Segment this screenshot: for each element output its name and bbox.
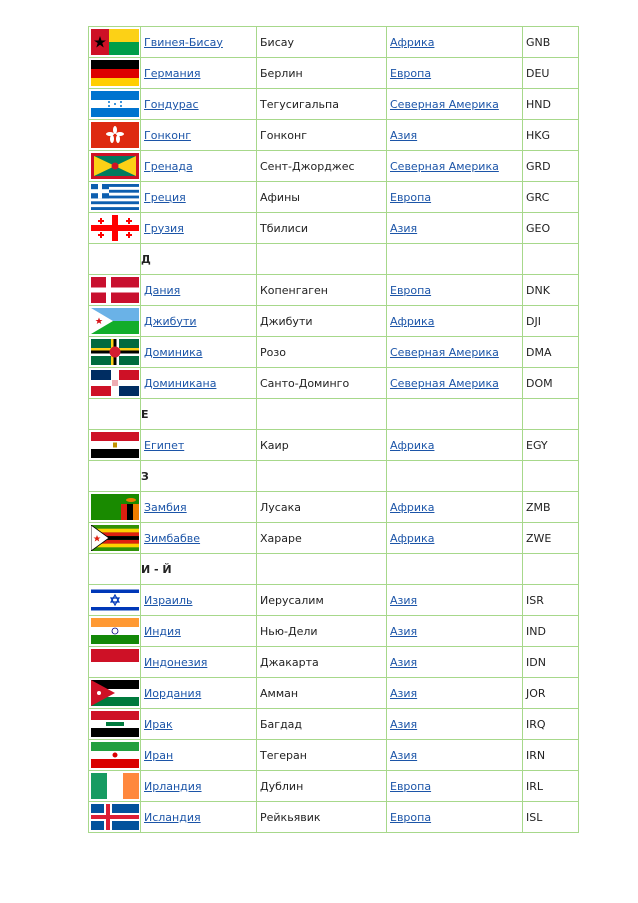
country-name-cell <box>141 151 257 182</box>
table-row <box>89 27 579 58</box>
continent-cell <box>387 27 523 58</box>
capital-cell: Рейкьявик <box>257 802 387 833</box>
country-link[interactable]: Гренада <box>144 159 193 173</box>
flag-cell <box>89 306 141 337</box>
flag-grd-icon <box>91 153 139 179</box>
table-row <box>89 678 579 709</box>
continent-link[interactable]: Европа <box>390 190 432 204</box>
iso-code-cell: GEO <box>523 213 579 244</box>
country-name-cell <box>141 678 257 709</box>
table-row <box>89 709 579 740</box>
country-link[interactable]: Зимбабве <box>144 531 201 545</box>
country-link[interactable]: Ирак <box>144 717 173 731</box>
country-link[interactable]: Замбия <box>144 500 187 514</box>
continent-cell <box>387 585 523 616</box>
capital-cell: Бисау <box>257 27 387 58</box>
continent-link[interactable]: Африка <box>390 438 435 452</box>
flag-cell <box>89 27 141 58</box>
flag-cell <box>89 585 141 616</box>
country-link[interactable]: Иран <box>144 748 174 762</box>
iso-code-cell: JOR <box>523 678 579 709</box>
flag-cell <box>89 151 141 182</box>
section-letter: Д <box>141 244 257 275</box>
table-row <box>89 368 579 399</box>
iso-code-cell: DMA <box>523 337 579 368</box>
table-row <box>89 740 579 771</box>
empty-cell <box>257 244 387 275</box>
country-name-cell <box>141 616 257 647</box>
empty-cell <box>387 244 523 275</box>
iso-code-cell: GNB <box>523 27 579 58</box>
table-row <box>89 89 579 120</box>
empty-cell <box>257 461 387 492</box>
flag-hkg-icon <box>91 122 139 148</box>
country-link[interactable]: Египет <box>144 438 185 452</box>
flag-cell <box>89 709 141 740</box>
capital-cell: Каир <box>257 430 387 461</box>
continent-link[interactable]: Европа <box>390 283 432 297</box>
continent-link[interactable]: Азия <box>390 748 418 762</box>
country-name-cell <box>141 27 257 58</box>
iso-code-cell: DOM <box>523 368 579 399</box>
country-name-cell <box>141 337 257 368</box>
country-name-cell <box>141 523 257 554</box>
table-row <box>89 58 579 89</box>
capital-cell: Лусака <box>257 492 387 523</box>
iso-code-cell: IND <box>523 616 579 647</box>
flag-zwe-icon <box>91 525 139 551</box>
table-row <box>89 306 579 337</box>
empty-cell <box>89 461 141 492</box>
country-link[interactable]: Индия <box>144 624 181 638</box>
continent-cell <box>387 120 523 151</box>
continent-cell <box>387 430 523 461</box>
continent-cell <box>387 89 523 120</box>
section-header-row <box>89 399 579 430</box>
flag-cell <box>89 492 141 523</box>
flag-gnb-icon <box>91 29 139 55</box>
flag-cell <box>89 89 141 120</box>
capital-cell: Джибути <box>257 306 387 337</box>
flag-grc-icon <box>91 184 139 210</box>
flag-zmb-icon <box>91 494 139 520</box>
country-name-cell <box>141 182 257 213</box>
flag-dji-icon <box>91 308 139 334</box>
section-header-row <box>89 554 579 585</box>
continent-link[interactable]: Азия <box>390 655 418 669</box>
flag-cell <box>89 802 141 833</box>
continent-cell <box>387 58 523 89</box>
continent-link[interactable]: Африка <box>390 314 435 328</box>
empty-cell <box>257 399 387 430</box>
flag-cell <box>89 523 141 554</box>
country-link[interactable]: Грузия <box>144 221 184 235</box>
table-row <box>89 337 579 368</box>
empty-cell <box>387 554 523 585</box>
capital-cell: Берлин <box>257 58 387 89</box>
country-name-cell <box>141 275 257 306</box>
iso-code-cell: IDN <box>523 647 579 678</box>
continent-cell <box>387 151 523 182</box>
continent-cell <box>387 740 523 771</box>
iso-code-cell: ZWE <box>523 523 579 554</box>
flag-cell <box>89 120 141 151</box>
iso-code-cell: IRN <box>523 740 579 771</box>
country-name-cell <box>141 771 257 802</box>
continent-cell <box>387 678 523 709</box>
section-header-row <box>89 244 579 275</box>
continent-cell <box>387 337 523 368</box>
iso-code-cell: DEU <box>523 58 579 89</box>
capital-cell: Багдад <box>257 709 387 740</box>
capital-cell: Тбилиси <box>257 213 387 244</box>
iso-code-cell: DNK <box>523 275 579 306</box>
iso-code-cell: ISL <box>523 802 579 833</box>
country-name-cell <box>141 430 257 461</box>
country-name-cell <box>141 306 257 337</box>
continent-link[interactable]: Африка <box>390 531 435 545</box>
iso-code-cell: ZMB <box>523 492 579 523</box>
section-letter: Е <box>141 399 257 430</box>
country-name-cell <box>141 213 257 244</box>
continent-link[interactable]: Африка <box>390 35 435 49</box>
capital-cell: Дублин <box>257 771 387 802</box>
continent-cell <box>387 213 523 244</box>
flag-idn-icon <box>91 649 139 675</box>
country-link[interactable]: Доминика <box>144 345 203 359</box>
continent-cell <box>387 647 523 678</box>
continent-link[interactable]: Азия <box>390 686 418 700</box>
country-link[interactable]: Греция <box>144 190 186 204</box>
empty-cell <box>89 399 141 430</box>
table-row <box>89 213 579 244</box>
flag-dma-icon <box>91 339 139 365</box>
capital-cell: Гонконг <box>257 120 387 151</box>
flag-cell <box>89 771 141 802</box>
flag-hnd-icon <box>91 91 139 117</box>
section-header-row <box>89 461 579 492</box>
country-name-cell <box>141 802 257 833</box>
country-link[interactable]: Ирландия <box>144 779 202 793</box>
country-name-cell <box>141 709 257 740</box>
country-link[interactable]: Гонконг <box>144 128 191 142</box>
table-row <box>89 802 579 833</box>
iso-code-cell: HND <box>523 89 579 120</box>
iso-code-cell: GRD <box>523 151 579 182</box>
continent-link[interactable]: Европа <box>390 810 432 824</box>
continent-cell <box>387 771 523 802</box>
table-row <box>89 182 579 213</box>
capital-cell: Санто-Доминго <box>257 368 387 399</box>
continent-cell <box>387 306 523 337</box>
flag-cell <box>89 430 141 461</box>
section-letter: И - Й <box>141 554 257 585</box>
continent-cell <box>387 802 523 833</box>
table-row <box>89 585 579 616</box>
continent-cell <box>387 368 523 399</box>
country-name-cell <box>141 120 257 151</box>
country-name-cell <box>141 585 257 616</box>
table-row <box>89 523 579 554</box>
iso-code-cell: HKG <box>523 120 579 151</box>
table-row <box>89 151 579 182</box>
continent-link[interactable]: Азия <box>390 128 418 142</box>
continent-link[interactable]: Африка <box>390 500 435 514</box>
flag-geo-icon <box>91 215 139 241</box>
iso-code-cell: IRQ <box>523 709 579 740</box>
countries-table <box>88 26 579 833</box>
continent-cell <box>387 523 523 554</box>
country-name-cell <box>141 89 257 120</box>
continent-cell <box>387 275 523 306</box>
flag-dnk-icon <box>91 277 139 303</box>
continent-link[interactable]: Северная Америка <box>390 345 499 359</box>
capital-cell: Тегусигальпа <box>257 89 387 120</box>
flag-irq-icon <box>91 711 139 737</box>
continent-cell <box>387 182 523 213</box>
table-row <box>89 616 579 647</box>
empty-cell <box>257 554 387 585</box>
empty-cell <box>89 244 141 275</box>
continent-link[interactable]: Азия <box>390 717 418 731</box>
capital-cell: Джакарта <box>257 647 387 678</box>
country-name-cell <box>141 58 257 89</box>
flag-cell <box>89 337 141 368</box>
iso-code-cell: GRC <box>523 182 579 213</box>
flag-deu-icon <box>91 60 139 86</box>
flag-isl-icon <box>91 804 139 830</box>
flag-jor-icon <box>91 680 139 706</box>
capital-cell: Хараре <box>257 523 387 554</box>
continent-link[interactable]: Европа <box>390 66 432 80</box>
continent-link[interactable]: Северная Америка <box>390 97 499 111</box>
country-link[interactable]: Доминикана <box>144 376 217 390</box>
flag-cell <box>89 647 141 678</box>
continent-link[interactable]: Азия <box>390 624 418 638</box>
country-link[interactable]: Гвинея-Бисау <box>144 35 223 49</box>
empty-cell <box>523 554 579 585</box>
continent-link[interactable]: Азия <box>390 221 418 235</box>
capital-cell: Иерусалим <box>257 585 387 616</box>
empty-cell <box>523 399 579 430</box>
country-link[interactable]: Дания <box>144 283 181 297</box>
table-row <box>89 275 579 306</box>
flag-cell <box>89 678 141 709</box>
continent-link[interactable]: Северная Америка <box>390 159 499 173</box>
table-row <box>89 771 579 802</box>
country-link[interactable]: Индонезия <box>144 655 208 669</box>
iso-code-cell: ISR <box>523 585 579 616</box>
continent-link[interactable]: Азия <box>390 593 418 607</box>
capital-cell: Амман <box>257 678 387 709</box>
iso-code-cell: IRL <box>523 771 579 802</box>
flag-dom-icon <box>91 370 139 396</box>
flag-cell <box>89 275 141 306</box>
country-name-cell <box>141 740 257 771</box>
empty-cell <box>89 554 141 585</box>
flag-cell <box>89 58 141 89</box>
country-link[interactable]: Гондурас <box>144 97 199 111</box>
section-letter: З <box>141 461 257 492</box>
flag-cell <box>89 740 141 771</box>
country-link[interactable]: Исландия <box>144 810 201 824</box>
capital-cell: Афины <box>257 182 387 213</box>
capital-cell: Сент-Джорджес <box>257 151 387 182</box>
continent-cell <box>387 616 523 647</box>
flag-cell <box>89 368 141 399</box>
flag-irl-icon <box>91 773 139 799</box>
empty-cell <box>387 399 523 430</box>
flag-cell <box>89 182 141 213</box>
country-name-cell <box>141 492 257 523</box>
flag-cell <box>89 213 141 244</box>
flag-egy-icon <box>91 432 139 458</box>
table-row <box>89 492 579 523</box>
country-name-cell <box>141 368 257 399</box>
country-link[interactable]: Иордания <box>144 686 202 700</box>
empty-cell <box>387 461 523 492</box>
continent-cell <box>387 492 523 523</box>
country-link[interactable]: Германия <box>144 66 201 80</box>
continent-link[interactable]: Европа <box>390 779 432 793</box>
continent-link[interactable]: Северная Америка <box>390 376 499 390</box>
capital-cell: Тегеран <box>257 740 387 771</box>
capital-cell: Розо <box>257 337 387 368</box>
continent-cell <box>387 709 523 740</box>
flag-cell <box>89 616 141 647</box>
table-row <box>89 647 579 678</box>
empty-cell <box>523 244 579 275</box>
table-row <box>89 430 579 461</box>
flag-irn-icon <box>91 742 139 768</box>
table-row <box>89 120 579 151</box>
country-name-cell <box>141 647 257 678</box>
capital-cell: Копенгаген <box>257 275 387 306</box>
flag-ind-icon <box>91 618 139 644</box>
iso-code-cell: DJI <box>523 306 579 337</box>
empty-cell <box>523 461 579 492</box>
country-link[interactable]: Израиль <box>144 593 193 607</box>
flag-isr-icon <box>91 587 139 613</box>
country-link[interactable]: Джибути <box>144 314 197 328</box>
iso-code-cell: EGY <box>523 430 579 461</box>
capital-cell: Нью-Дели <box>257 616 387 647</box>
